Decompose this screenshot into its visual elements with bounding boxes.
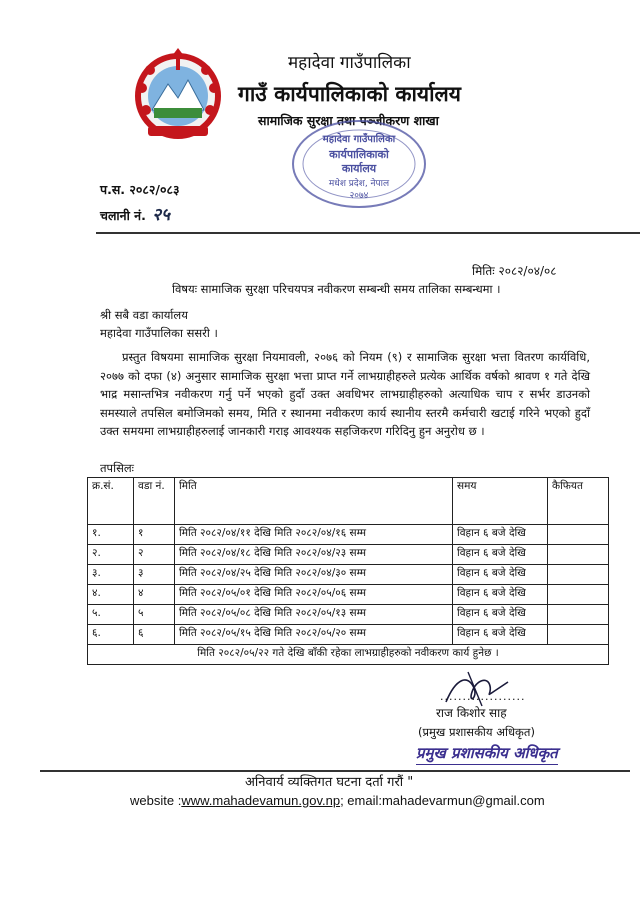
dispatch-value: २५ [152, 205, 170, 225]
reference-number: प.स. २०८२/०८३ [100, 182, 180, 197]
office-name: गाउँ कार्यपालिकाको कार्यालय [238, 82, 461, 106]
designation-seal: प्रमुख प्रशासकीय अधिकृत [416, 743, 558, 765]
header-serial: क्र.सं. [88, 478, 134, 525]
cell-date: मिति २०८२/०४/२५ देखि मिति २०८२/०४/३० सम्म [175, 565, 453, 585]
stamp-line-2: कार्यपालिकाको [329, 148, 389, 161]
cell-remarks [548, 585, 609, 605]
letter-subject: विषयः सामाजिक सुरक्षा परिचयपत्र नवीकरण सम्बन्धी समय तालिका सम्बन्धमा । [172, 282, 501, 296]
cell-serial: १. [88, 525, 134, 545]
cell-remarks [548, 625, 609, 645]
addressee-line-2: महादेवा गाउँपालिका ससरी । [100, 326, 218, 340]
cell-time: विहान ६ बजे देखि [453, 525, 548, 545]
cell-ward: ३ [134, 565, 175, 585]
email-label: ; email: [340, 793, 382, 808]
schedule-table [87, 477, 609, 665]
cell-date: मिति २०८२/०५/०८ देखि मिति २०८२/०५/१३ सम्म [175, 605, 453, 625]
header-divider [96, 232, 640, 234]
cell-date: मिति २०८२/०५/१५ देखि मिति २०८२/०५/२० सम्म [175, 625, 453, 645]
cell-remarks [548, 525, 609, 545]
footer-slogan: अनिवार्य व्यक्तिगत घटना दर्ता गरौं " [245, 775, 414, 790]
municipality-name: महादेवा गाउँपालिका [288, 53, 411, 73]
addressee-line-1: श्री सबै वडा कार्यालय [100, 308, 188, 322]
office-stamp [290, 118, 428, 210]
cell-serial: ५. [88, 605, 134, 625]
signatory-title: (प्रमुख प्रशासकीय अधिकृत) [418, 725, 535, 739]
stamp-line-3: कार्यालय [341, 162, 377, 175]
cell-ward: ४ [134, 585, 175, 605]
website-link[interactable]: www.mahadevamun.gov.np [181, 793, 341, 808]
website-label: website : [130, 793, 182, 808]
cell-remarks [548, 605, 609, 625]
nepal-emblem-icon [128, 48, 228, 140]
cell-ward: ५ [134, 605, 175, 625]
cell-date: मिति २०८२/०५/०१ देखि मिति २०८२/०५/०६ सम्म [175, 585, 453, 605]
cell-time: विहान ६ बजे देखि [453, 565, 548, 585]
cell-time: विहान ६ बजे देखि [453, 545, 548, 565]
table-row [88, 585, 609, 605]
cell-time: विहान ६ बजे देखि [453, 605, 548, 625]
cell-serial: २. [88, 545, 134, 565]
cell-ward: २ [134, 545, 175, 565]
table-row [88, 545, 609, 565]
table-header-row [88, 478, 609, 525]
dispatch-number [100, 202, 170, 225]
cell-ward: १ [134, 525, 175, 545]
header-time: समय [453, 478, 548, 525]
table-row [88, 525, 609, 545]
body-paragraph: प्रस्तुत विषयमा सामाजिक सुरक्षा नियमावली, २०७६ को नियम (९) र सामाजिक सुरक्षा भत्ता वितरण कार्यविधि, २०७७ को दफा (४) अनुसार सामाजिक सुरक्षा भत्ता प्राप्त गर्ने लाभग्राहीहरुले प्रत्येक आर्थिक वर्षको श्रावण १ गते देखि भाद्र मसान्तभित्र नवीकरण गर्नु पर्ने भएको हुदाँ उक्त अवधिभर लाभग्राहीहरुको अत्याधिक चाप र सर्भर डाउनको समस्याले तपसिल बमोजिमको समय, मिति र स्थानमा नवीकरण कार्य स्थानीय स्तरमै कर्मचारी खटाई गरिने भएको हुदाँ उक्त समयमा लाभग्राहीहरुलाई जानकारी गराइ आवश्यक सहजिकरण गरिदिनु हुन अनुरोध छ । [100, 350, 590, 438]
signatory-name: राज किशोर साह [436, 706, 507, 720]
footer-contact [130, 793, 545, 808]
table-footer-note: मिति २०८२/०५/२२ गते देखि बाँकी रहेका लाभग्राहीहरुको नवीकरण कार्य हुनेछ । [88, 645, 609, 665]
table-footer-row [88, 645, 609, 665]
header-remarks: कैफियत [548, 478, 609, 525]
cell-date: मिति २०८२/०४/११ देखि मिति २०८२/०४/१६ सम्म [175, 525, 453, 545]
header-ward: वडा नं. [134, 478, 175, 525]
header-date: मिति [175, 478, 453, 525]
cell-serial: ६. [88, 625, 134, 645]
cell-time: विहान ६ बजे देखि [453, 625, 548, 645]
letter-body [100, 348, 590, 441]
table-row [88, 605, 609, 625]
letter-date: मितिः २०८२/०४/०८ [472, 264, 557, 278]
cell-serial: ३. [88, 565, 134, 585]
table-row [88, 625, 609, 645]
signature-line: ................... [440, 690, 526, 703]
table-row [88, 565, 609, 585]
details-label: तपसिलः [100, 461, 134, 475]
cell-serial: ४. [88, 585, 134, 605]
cell-time: विहान ६ बजे देखि [453, 585, 548, 605]
stamp-line-1: महादेवा गाउँपालिका [322, 134, 396, 145]
cell-ward: ६ [134, 625, 175, 645]
stamp-line-5: २०७४ [349, 191, 369, 201]
dispatch-label: चलानी नं. [100, 208, 146, 223]
email-address[interactable]: mahadevarmun@gmail.com [381, 793, 545, 808]
stamp-line-4: मधेश प्रदेश, नेपाल [328, 179, 390, 189]
cell-remarks [548, 565, 609, 585]
section-name: सामाजिक सुरक्षा तथा पञ्जीकरण शाखा [258, 113, 439, 128]
cell-date: मिति २०८२/०४/१८ देखि मिति २०८२/०४/२३ सम्म [175, 545, 453, 565]
cell-remarks [548, 545, 609, 565]
